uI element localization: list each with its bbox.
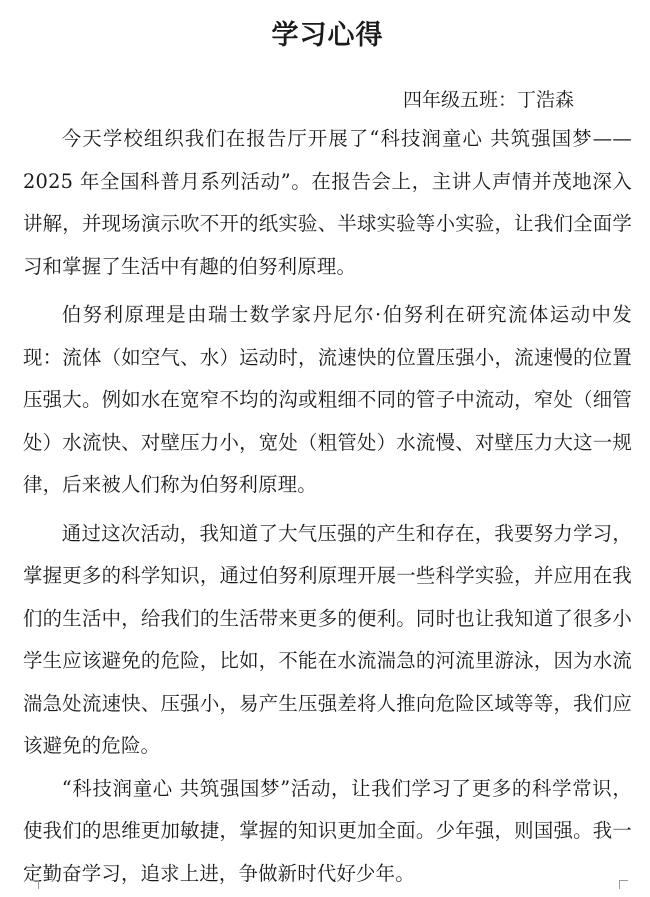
paragraph-1: 今天学校组织我们在报告厅开展了“科技润童心 共筑强国梦——2025 年全国科普月系列活动”。在报告会上，主讲人声情并茂地深入讲解，并现场演示吹不开的纸实验、半球实验等小实验，让我们全面学习和掌握了生活中有趣的伯努利原理。 bbox=[23, 127, 632, 278]
page-corner-mark-right bbox=[619, 880, 628, 889]
paragraph-3: 通过这次活动，我知道了大气压强的产生和存在，我要努力学习，掌握更多的科学知识，通过伯努利原理开展一些科学实验，并应用在我们的生活中，给我们的生活带来更多的便利。同时也让我知道了很多小学生应该避免的危险，比如，不能在水流湍急的河流里游泳，因为水流湍急处流速快、压强小，易产生压强差将人推向危险区域等等，我们应该避免的危险。 bbox=[23, 521, 632, 757]
paragraph-4: “科技润童心 共筑强国梦”活动，让我们学习了更多的科学常识，使我们的思维更加敏捷，掌握的知识更加全面。少年强，则国强。我一定勤奋学习，追求上进，争做新时代好少年。 bbox=[23, 776, 632, 885]
author-line: 四年级五班：丁浩森 bbox=[402, 89, 574, 111]
page-title: 学习心得 bbox=[271, 20, 384, 51]
paragraph-2: 伯努利原理是由瑞士数学家丹尼尔·伯努利在研究流体运动中发现：流体（如空气、水）运动时，流速快的位置压强小，流速慢的位置压强大。例如水在宽窄不均的沟或粗细不同的管子中流动，窄处（细管处）水流快、对壁压力小，宽处（粗管处）水流慢、对壁压力大这一规律，后来被人们称为伯努利原理。 bbox=[23, 303, 632, 496]
page-corner-mark-left bbox=[30, 880, 39, 889]
